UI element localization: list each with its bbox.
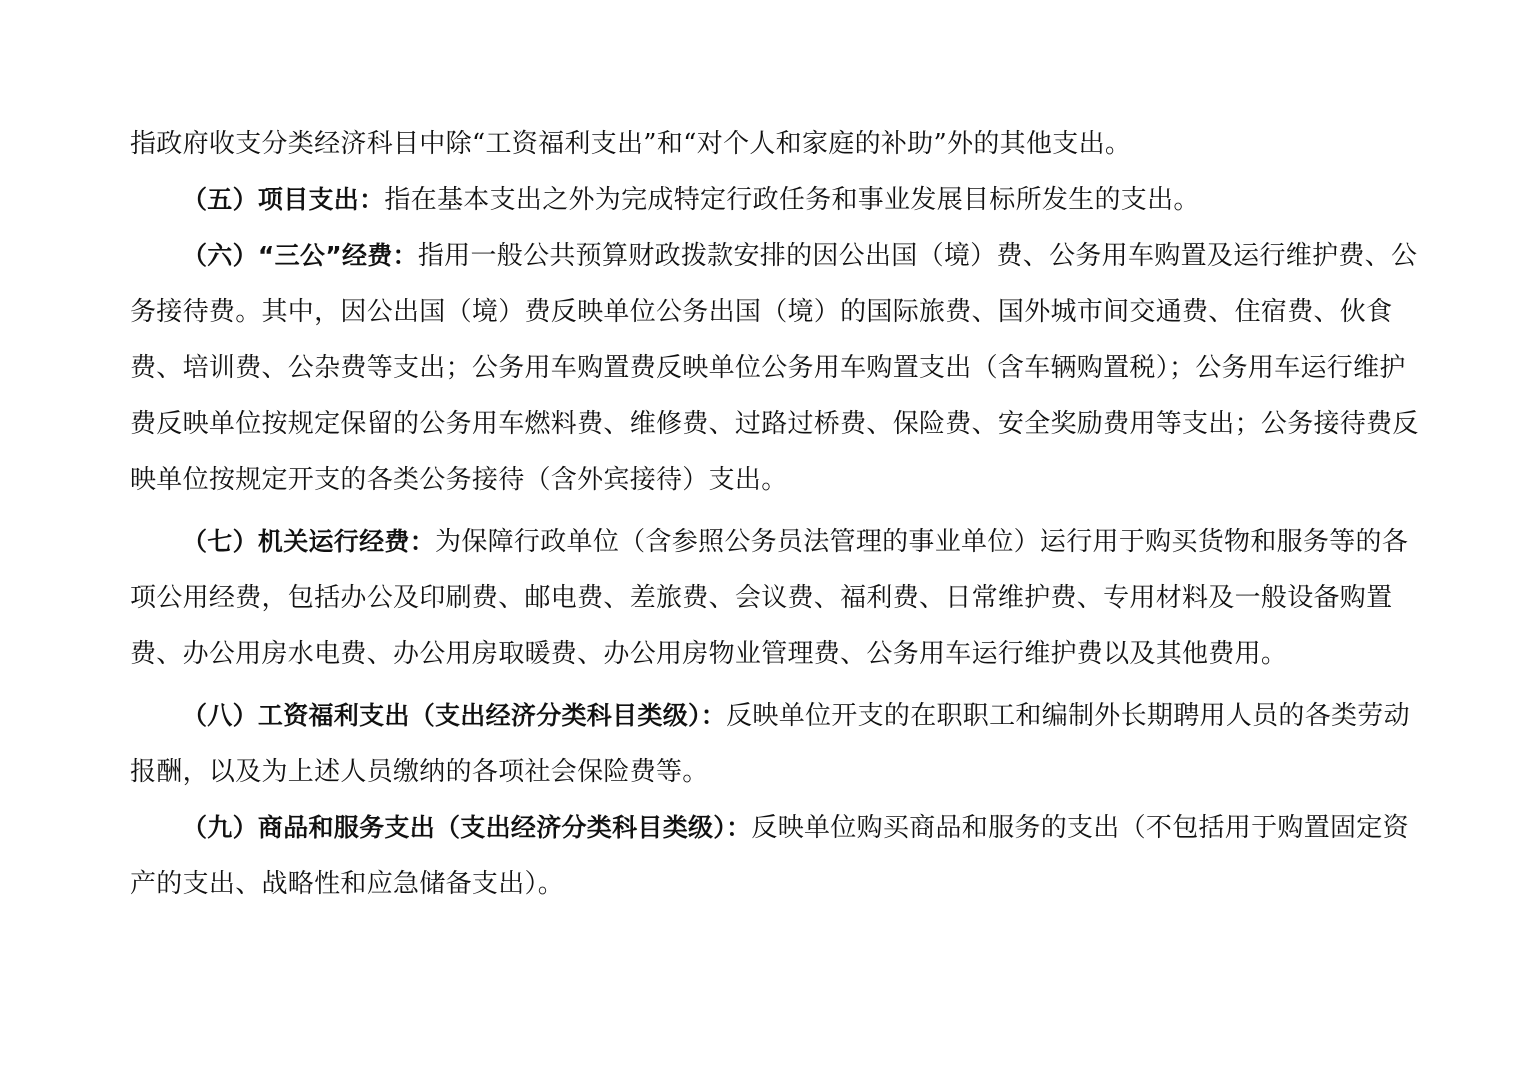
paragraph-text: 反映单位开支的在职职工和编制外长期聘用人员的各类劳动报酬，以及为上述人员缴纳的各项社会保险费等。	[130, 701, 1410, 787]
paragraph-text: 反映单位购买商品和服务的支出（不包括用于购置固定资产的支出、战略性和应急储备支出）。	[130, 813, 1409, 899]
document-body	[130, 116, 1430, 912]
paragraph-agency-operating-funds	[130, 514, 1430, 682]
paragraph-project-expenditure	[130, 172, 1430, 228]
paragraph-term: （七）机关运行经费：	[182, 527, 436, 556]
paragraph-term: （八）工资福利支出（支出经济分类科目类级）：	[182, 701, 727, 730]
paragraph-text: 指用一般公共预算财政拨款安排的因公出国（境）费、公务用车购置及运行维护费、公务接待费。其中，因公出国（境）费反映单位公务出国（境）的国际旅费、国外城市间交通费、住宿费、伙食费、培训费、公杂费等支出；公务用车购置费反映单位公务用车购置支出（含车辆购置税）；公务用车运行维护费反映单位按规定保留的公务用车燃料费、维修费、过路过桥费、保险费、安全奖励费用等支出；公务接待费反映单位按规定开支的各类公务接待（含外宾接待）支出。	[130, 241, 1419, 495]
paragraph-term: （九）商品和服务支出（支出经济分类科目类级）：	[182, 813, 752, 842]
paragraph-term: （五）项目支出：	[182, 185, 385, 214]
paragraph-text: 指政府收支分类经济科目中除“工资福利支出”和“对个人和家庭的补助”外的其他支出。	[130, 129, 1132, 159]
paragraph-continuation	[130, 116, 1430, 172]
paragraph-wage-welfare-expenditure	[130, 688, 1430, 800]
paragraph-three-public-expenses	[130, 228, 1430, 508]
paragraph-text: 为保障行政单位（含参照公务员法管理的事业单位）运行用于购买货物和服务等的各项公用经费，包括办公及印刷费、邮电费、差旅费、会议费、福利费、日常维护费、专用材料及一般设备购置费、办公用房水电费、办公用房取暖费、办公用房物业管理费、公务用车运行维护费以及其他费用。	[130, 527, 1409, 669]
paragraph-goods-services-expenditure	[130, 800, 1430, 912]
paragraph-text: 指在基本支出之外为完成特定行政任务和事业发展目标所发生的支出。	[384, 185, 1200, 215]
paragraph-term: （六）“三公”经费：	[182, 241, 418, 270]
